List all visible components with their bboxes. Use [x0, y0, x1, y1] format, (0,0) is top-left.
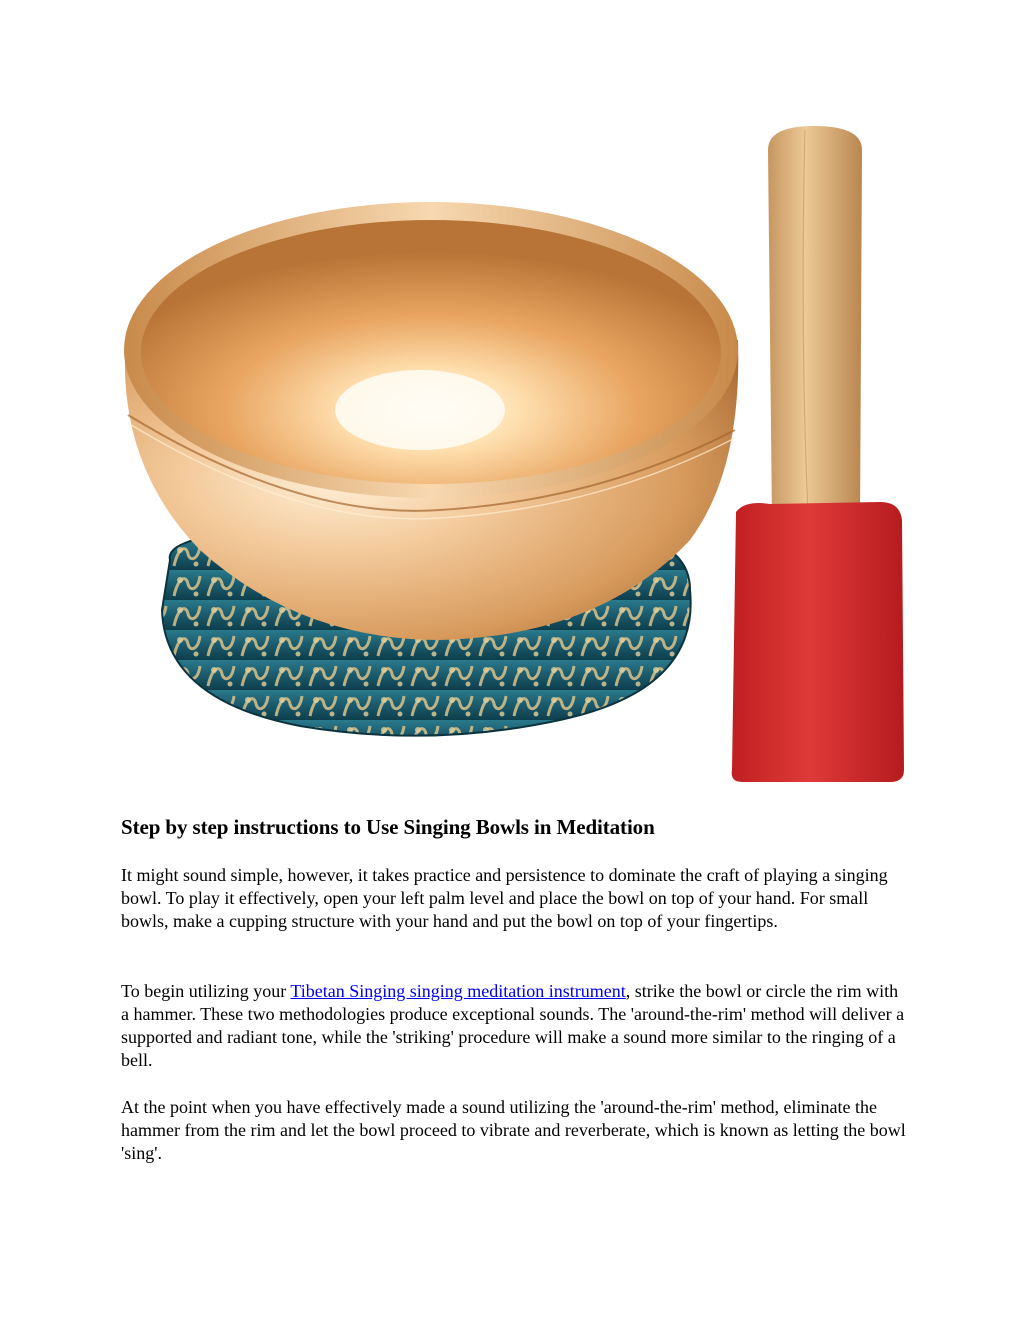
paragraph-intro: It might sound simple, however, it takes practice and persistence to dominate the craft of playing a singing bowl. To play it effectively, open your left palm level and place the bowl on top of your hand. For small bowls, make a cupping structure with your hand and put the bowl on top of your fingertips.	[121, 865, 888, 931]
article-heading: Step by step instructions to Use Singing Bowls in Meditation	[121, 815, 655, 839]
paragraph-technique-start: To begin utilizing your	[121, 981, 291, 1001]
paragraph-technique-end: , strike the bowl or circle the rim with a hammer. These two methodologies produce exceptional sounds. The 'around-the-rim' method will deliver a supported and radiant tone, while the 'striking' procedure will make a sound more similar to the ringing of a bell.	[121, 981, 905, 1070]
tibetan-singing-bowl-link[interactable]: Tibetan Singing singing meditation instrument	[290, 981, 626, 1001]
wooden-mallet	[732, 126, 904, 782]
singing-bowl-product-photo	[110, 120, 920, 790]
paragraph-technique	[121, 980, 906, 1072]
paragraph-sing: At the point when you have effectively made a sound utilizing the 'around-the-rim' method, eliminate the hammer from the rim and let the bowl proceed to vibrate and reverberate, which is known as letting the bowl 'sing'.	[121, 1097, 906, 1163]
